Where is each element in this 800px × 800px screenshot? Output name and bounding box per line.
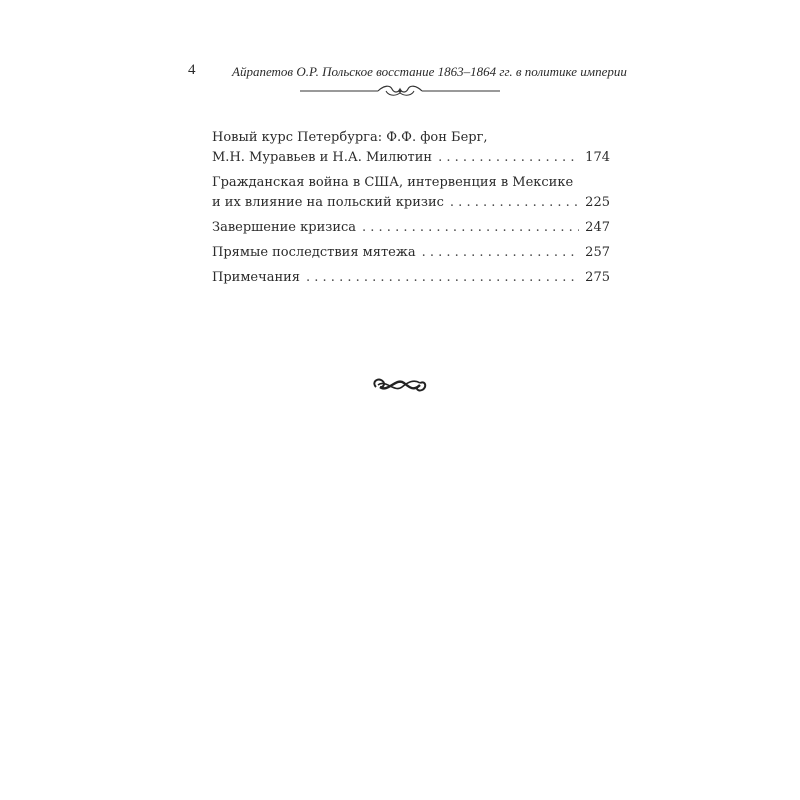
toc-page-number: 225	[585, 195, 610, 210]
toc-entry[interactable]	[212, 218, 610, 238]
toc-page-number: 275	[585, 270, 610, 285]
dot-leader	[362, 218, 579, 238]
toc-entry-title-line: Гражданская война в США, интервенция в Мексике	[212, 175, 574, 190]
toc-entry[interactable]	[212, 243, 610, 263]
toc-page-number: 174	[585, 150, 610, 165]
toc-page-number: 247	[585, 220, 610, 235]
dot-leader	[422, 243, 580, 263]
flourish-divider-icon	[300, 82, 500, 100]
toc-entry-title-line: Новый курс Петербурга: Ф.Ф. фон Берг,	[212, 130, 488, 145]
toc-entry[interactable]	[212, 128, 610, 168]
toc-page-number: 257	[585, 245, 610, 260]
toc-entry[interactable]	[212, 173, 610, 213]
toc-entry-title-line: М.Н. Муравьев и Н.А. Милютин	[212, 150, 433, 165]
page-number: 4	[188, 62, 196, 78]
dot-leader	[438, 148, 579, 168]
toc-entry-title-line: Завершение кризиса	[212, 220, 357, 235]
dot-leader	[306, 268, 579, 288]
running-head: Айрапетов О.Р. Польское восстание 1863–1864 гг. в политике империи	[232, 64, 627, 79]
toc-entry-title-line: Примечания	[212, 270, 301, 285]
toc-entry[interactable]	[212, 268, 610, 288]
toc-entry-title-line: Прямые последствия мятежа	[212, 245, 416, 260]
swash-ornament-icon	[370, 373, 428, 397]
table-of-contents	[212, 128, 610, 293]
toc-entry-title-line: и их влияние на польский кризис	[212, 195, 444, 210]
dot-leader	[450, 193, 579, 213]
